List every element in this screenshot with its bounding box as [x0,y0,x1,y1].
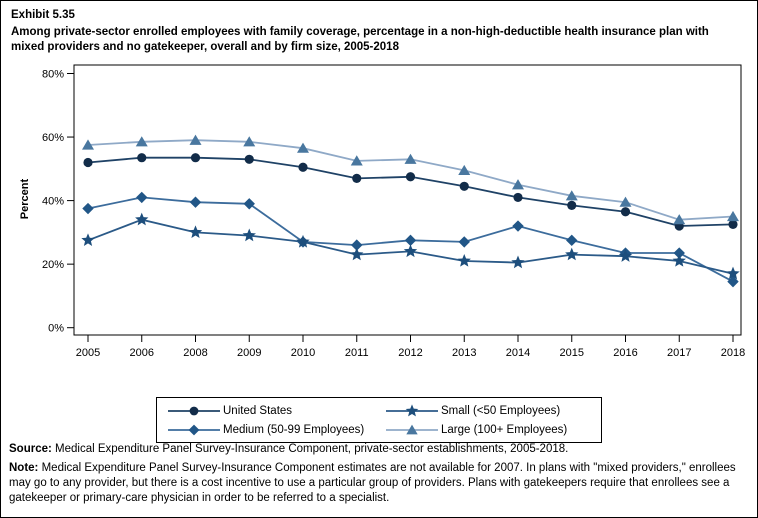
x-tick-label: 2008 [183,347,208,359]
y-axis-title: Percent [19,178,31,220]
small-line-marker-icon [383,404,441,418]
x-tick-label: 2013 [452,347,477,359]
x-tick-label: 2005 [75,347,101,359]
legend-item-medium [165,420,383,439]
x-tick-label: 2018 [720,347,746,359]
x-tick-label: 2012 [398,347,423,359]
united-states-line-marker-icon [165,404,223,418]
legend-item-large [383,420,595,439]
source-text: Medical Expenditure Panel Survey-Insurance Component, private-sector establishments, 2005-2018. [55,443,569,455]
legend-label: Medium (50-99 Employees) [223,423,365,436]
legend-item-united-states [165,401,383,420]
x-tick-label: 2010 [290,347,316,359]
source-label: Source: [9,443,52,455]
medium-line-marker-icon [165,423,223,437]
footer [9,442,747,510]
title-block [11,8,741,56]
y-tick-label: 20% [41,259,64,272]
line-chart [1,57,758,369]
y-tick-label: 60% [41,132,64,145]
note-label: Note: [9,462,39,474]
large-line-marker-icon [383,423,441,437]
source-note [9,442,747,457]
note-text: Medical Expenditure Panel Survey-Insurance Component estimates are not available for 2007. In plans with "mixed providers," enrollees may go to any provider, but there is a cost incentive to use a particular group of providers. Plans with gatekeepers require that enrollees see a gatekeeper or primary-care physician in order to be referred to a specialist. [9,462,736,504]
legend-label: United States [223,404,293,417]
x-tick-label: 2009 [237,347,262,359]
exhibit-number: Exhibit 5.35 [11,9,75,21]
x-tick-label: 2015 [559,347,584,359]
x-tick-label: 2017 [667,347,692,359]
chart-title: Among private-sector enrolled employees with family coverage, percentage in a non-high-deductible health insurance plan with mixed providers and no gatekeeper, overall and by firm size, 2005-2018 [11,25,709,53]
chart-legend [156,397,602,443]
x-tick-label: 2014 [505,347,531,359]
methodology-note [9,461,747,506]
series-star [81,213,739,280]
x-tick-label: 2006 [129,347,154,359]
y-tick-label: 40% [41,195,64,208]
axes [42,65,745,359]
y-tick-label: 80% [41,68,64,81]
x-tick-label: 2016 [613,347,638,359]
series-circle [83,153,737,231]
x-tick-label: 2011 [344,347,369,359]
y-tick-label: 0% [48,322,64,335]
legend-label: Small (<50 Employees) [441,404,561,417]
legend-label: Large (100+ Employees) [441,423,568,436]
legend-item-small [383,401,595,420]
